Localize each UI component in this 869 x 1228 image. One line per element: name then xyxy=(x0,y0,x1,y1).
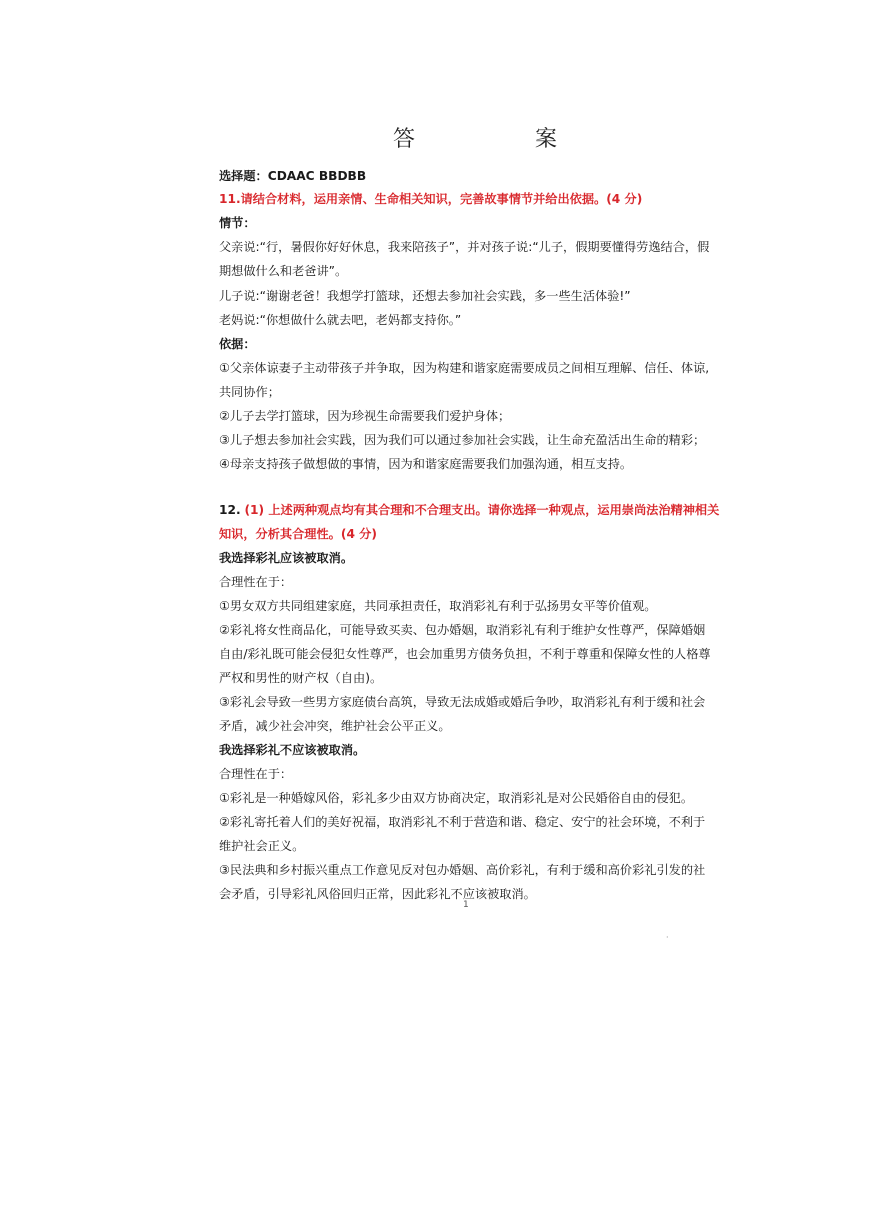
q11-plot-line: 儿子说:“谢谢老爸！我想学打篮球，还想去参加社会实践，多一些生活体验!” xyxy=(219,289,631,303)
title-char-right: 案 xyxy=(535,127,558,152)
q12-option-b-line: ①彩礼是一种婚嫁风俗，彩礼多少由双方协商决定，取消彩礼是对公民婚俗自由的侵犯。 xyxy=(219,791,694,805)
q12-heading-line: 知识，分析其合理性。(4 分) xyxy=(219,527,377,541)
q12-heading xyxy=(219,502,719,518)
scan-speck: · xyxy=(666,933,669,942)
q12-option-b-line: ③民法典和乡村振兴重点工作意见反对包办婚姻、高价彩礼，有利于缓和高价彩礼引发的社 xyxy=(219,863,706,877)
q11-basis-line: ④母亲支持孩子做想做的事情，因为和谐家庭需要我们加强沟通，相互支持。 xyxy=(219,457,633,471)
q11-heading: 11.请结合材料，运用亲情、生命相关知识，完善故事情节并给出依据。(4 分) xyxy=(219,192,643,206)
q12-option-b-line: 维护社会正义。 xyxy=(219,839,305,853)
q11-basis-line: 共同协作； xyxy=(219,385,280,399)
page-title xyxy=(393,122,558,153)
q12-option-a-label: 我选择彩礼应该被取消。 xyxy=(219,551,354,565)
q12-option-b-label: 我选择彩礼不应该被取消。 xyxy=(219,743,366,757)
q11-plot-line: 老妈说:“你想做什么就去吧，老妈都支持你。” xyxy=(219,313,462,327)
q12-option-a-line: 矛盾，减少社会冲突，维护社会公平正义。 xyxy=(219,719,451,733)
q11-basis-line: ①父亲体谅妻子主动带孩子并争取，因为构建和谐家庭需要成员之间相互理解、信任、体谅, xyxy=(219,361,710,375)
title-char-left: 答 xyxy=(393,127,416,152)
q11-basis-line: ②儿子去学打篮球，因为珍视生命需要我们爱护身体； xyxy=(219,409,511,423)
q11-basis-line: ③儿子想去参加社会实践，因为我们可以通过参加社会实践，让生命充盈活出生命的精彩； xyxy=(219,433,706,447)
q11-plot-label: 情节： xyxy=(219,216,256,230)
q12-option-a-line: 严权和男性的财产权（自由)。 xyxy=(219,671,383,685)
q12-option-a-line: ①男女双方共同组建家庭，共同承担责任，取消彩礼有利于弘扬男女平等价值观。 xyxy=(219,599,657,613)
q11-basis-label: 依据： xyxy=(219,337,256,351)
q12-option-a-reason: 合理性在于： xyxy=(219,575,293,589)
q12-option-a-line: ②彩礼将女性商品化，可能导致买卖、包办婚姻，取消彩礼有利于维护女性尊严，保障婚姻 xyxy=(219,623,706,637)
page-number: 1 xyxy=(463,900,469,910)
choice-answers: 选择题：CDAAC BBDBB xyxy=(219,169,367,183)
q12-option-b-reason: 合理性在于： xyxy=(219,767,293,781)
q12-option-a-line: ③彩礼会导致一些男方家庭债台高筑，导致无法成婚或婚后争吵，取消彩礼有利于缓和社会 xyxy=(219,695,706,709)
q12-option-b-line: ②彩礼寄托着人们的美好祝福，取消彩礼不利于营造和谐、稳定、安宁的社会环境，不利于 xyxy=(219,815,706,829)
q11-plot-line: 期想做什么和老爸讲”。 xyxy=(219,264,348,278)
q12-number: 12. xyxy=(219,503,241,517)
q11-plot-line: 父亲说:“行，暑假你好好休息，我来陪孩子”，并对孩子说:“儿子，假期要懂得劳逸结合，假 xyxy=(219,240,710,254)
q12-heading-line: (1) 上述两种观点均有其合理和不合理支出。请你选择一种观点，运用崇尚法治精神相关 xyxy=(244,503,720,517)
q12-option-b-line: 会矛盾，引导彩礼风俗回归正常，因此彩礼不应该被取消。 xyxy=(219,887,536,901)
q12-option-a-line: 自由/彩礼既可能会侵犯女性尊严，也会加重男方债务负担，不利于尊重和保障女性的人格尊 xyxy=(219,647,711,661)
